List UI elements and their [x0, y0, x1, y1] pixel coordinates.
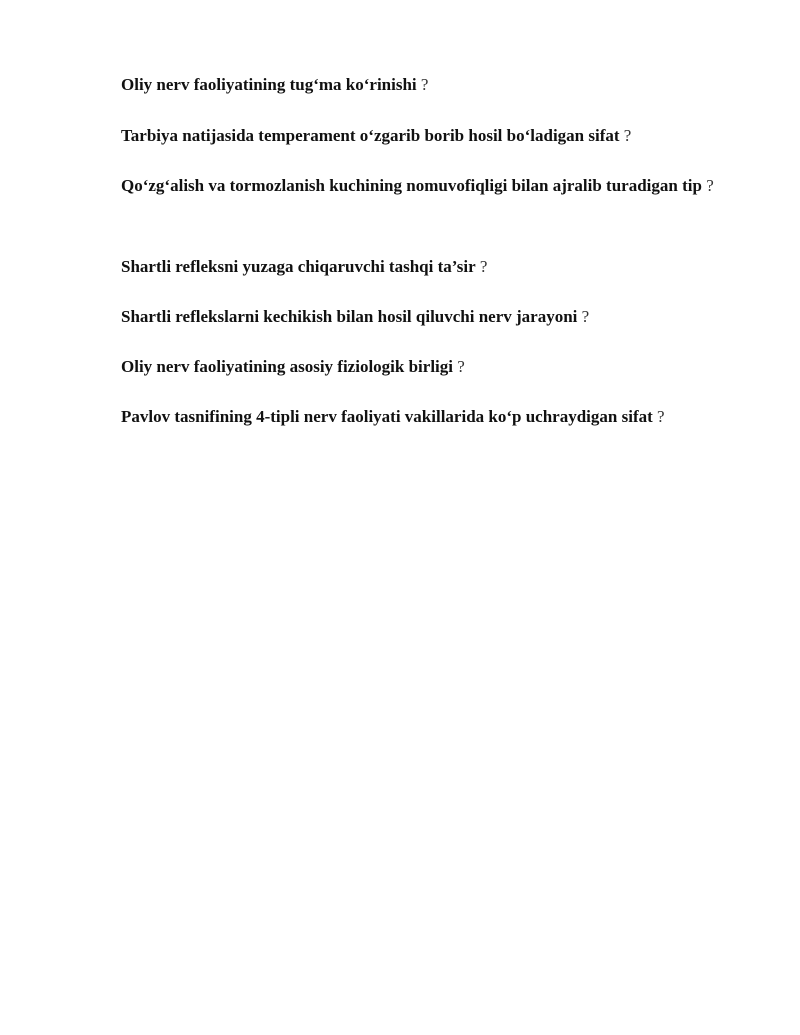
question-2-text: Tarbiya natijasida temperament o‘zgarib borib hosil bo‘ladigan sifat: [121, 126, 620, 145]
question-6: [112, 354, 742, 380]
question-1-mark: ?: [420, 75, 429, 94]
question-7-mark: ?: [657, 407, 665, 426]
question-7-text: Pavlov tasnifining 4-tipli nerv faoliyati vakillarida ko‘p uchraydigan sifat: [121, 407, 653, 426]
question-2: [112, 123, 742, 149]
question-3: [112, 173, 742, 199]
question-1-text: Oliy nerv faoliyatining tug‘ma ko‘rinishi: [121, 75, 417, 94]
question-4-text: Shartli refleksni yuzaga chiqaruvchi tashqi ta’sir: [121, 257, 476, 276]
question-1: [112, 72, 742, 98]
question-3-mark: ?: [706, 176, 714, 195]
question-5-mark: ?: [581, 307, 590, 326]
question-6-text: Oliy nerv faoliyatining asosiy fiziologik birligi: [121, 357, 453, 376]
question-2-mark: ?: [623, 126, 632, 145]
question-4-mark: ?: [479, 257, 488, 276]
question-7: [112, 404, 742, 430]
question-6-mark: ?: [457, 357, 465, 376]
question-3-text: Qo‘zg‘alish va tormozlanish kuchining nomuvofiqligi bilan ajralib turadigan tip: [121, 176, 702, 195]
question-4: [112, 254, 742, 280]
question-5-text: Shartli reflekslarni kechikish bilan hosil qiluvchi nerv jarayoni: [121, 307, 578, 326]
question-5: [112, 304, 742, 330]
